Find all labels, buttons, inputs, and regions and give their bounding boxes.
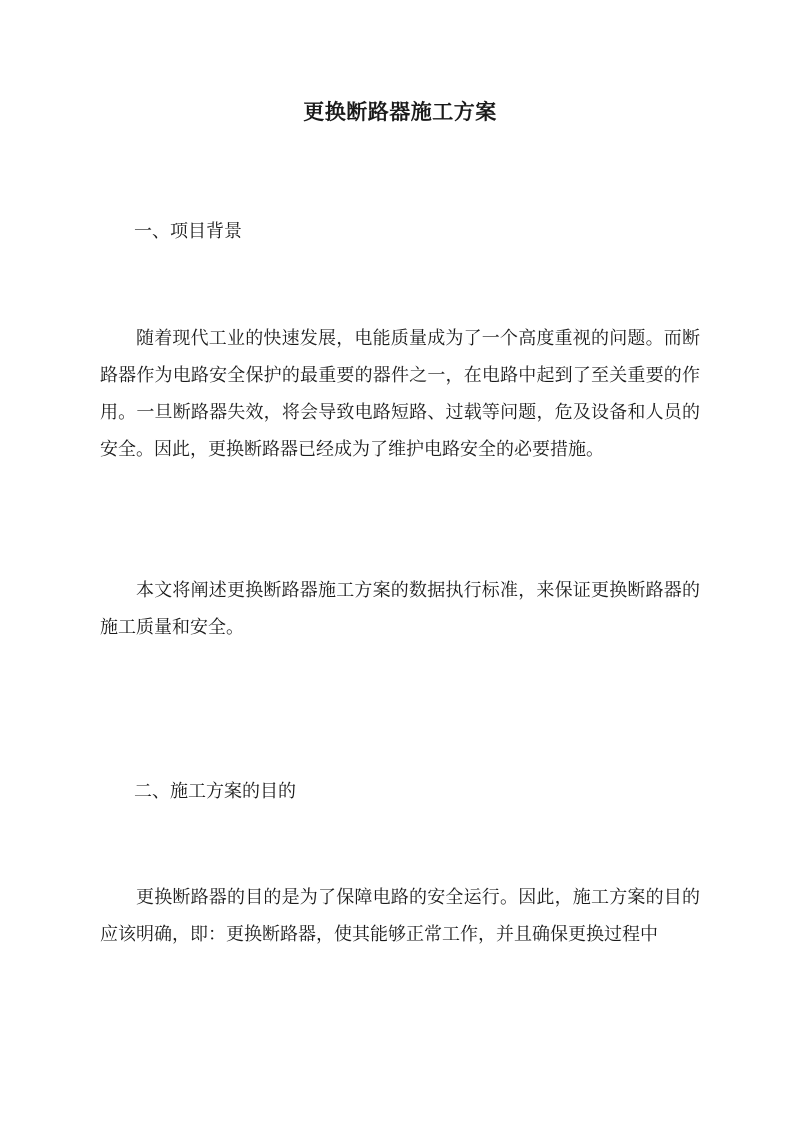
paragraph-purpose: 更换断路器的目的是为了保障电路的安全运行。因此，施工方案的目的应该明确，即：更换断路器，使其能够正常工作，并且确保更换过程中: [100, 887, 700, 945]
section-heading-purpose: 二、施工方案的目的: [134, 781, 296, 802]
paragraph-scope: 本文将阐述更换断路器施工方案的数据执行标准，来保证更换断路器的施工质量和安全。: [100, 580, 700, 638]
paragraph-background: 随着现代工业的快速发展，电能质量成为了一个高度重视的问题。而断路器作为电路安全保护的最重要的器件之一，在电路中起到了至关重要的作用。一旦断路器失效，将会导致电路短路、过载等问题，危及设备和人员的安全。因此，更换断路器已经成为了维护电路安全的必要措施。: [100, 328, 700, 460]
section-heading-background: 一、项目背景: [134, 221, 242, 242]
document-title: 更换断路器施工方案: [303, 99, 497, 124]
